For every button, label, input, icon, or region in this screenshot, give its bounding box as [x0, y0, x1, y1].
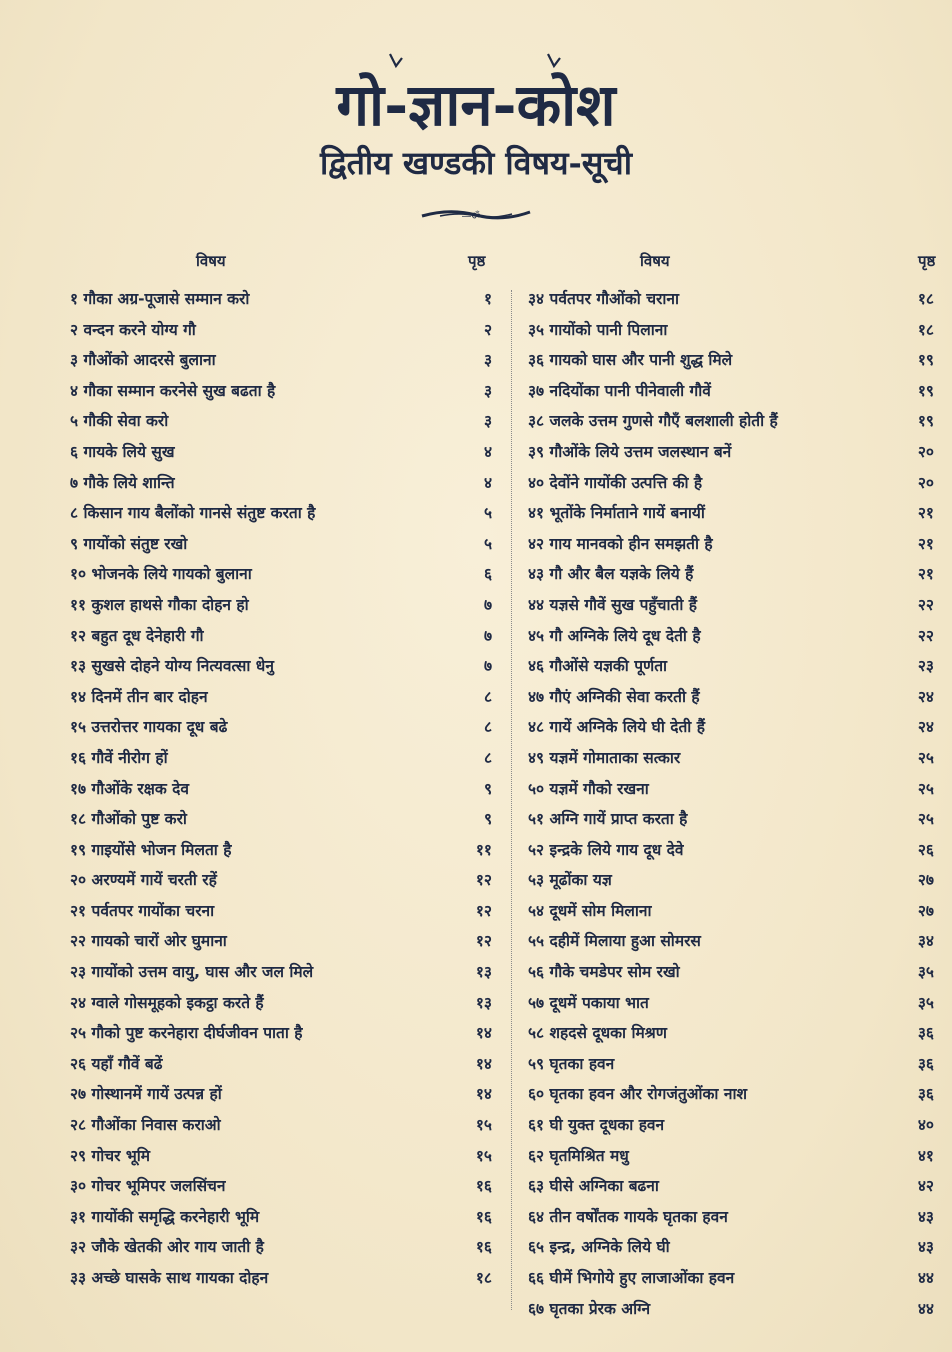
contents-entry [70, 406, 500, 437]
entry-page-number: १८ [917, 290, 934, 308]
entry-label: २९ गोचर भूमि [70, 1146, 151, 1165]
contents-entry [520, 743, 952, 774]
contents-entry [70, 1171, 500, 1202]
page-subtitle: द्वितीय खण्डकी विषय-सूची [319, 144, 633, 182]
entry-page-number: ८ [483, 718, 492, 737]
entry-page-number: ४१ [917, 1146, 934, 1165]
entry-label: ३९ गौओंके लिये उत्तम जलस्थान बनें [528, 442, 732, 461]
entry-page-number: १६ [475, 1177, 492, 1196]
entry-label: १४ दिनमें तीन बार दोहन [70, 687, 208, 706]
entry-page-number: ६ [483, 565, 492, 584]
entry-page-number: ४ [483, 442, 492, 461]
contents-entry [520, 1018, 952, 1049]
entry-label: ५० यज्ञमें गौको रखना [528, 779, 649, 798]
entry-label: ४ गौका सम्मान करनेसे सुख बढता है [70, 381, 276, 400]
entry-page-number: ४३ [917, 1207, 934, 1226]
entry-label: ५५ दहीमें मिलाया हुआ सोमरस [528, 932, 701, 951]
contents-entry [520, 1110, 952, 1141]
right-contents-list [520, 284, 952, 1324]
contents-entry [70, 559, 500, 590]
right-page-header: पृष्ठ [918, 252, 936, 270]
entry-page-number: १९ [917, 351, 934, 370]
contents-entry [520, 590, 952, 621]
contents-entry [520, 315, 952, 346]
entry-page-number: २० [917, 442, 934, 461]
entry-page-number: ७ [483, 657, 492, 676]
contents-entry [520, 896, 952, 927]
entry-page-number: ४४ [917, 1299, 934, 1318]
contents-entry [520, 437, 952, 468]
entry-label: २२ गायको चारों ओर घुमाना [70, 932, 227, 951]
entry-page-number: ७ [483, 595, 492, 614]
entry-label: ५९ घृतका हवन [528, 1054, 615, 1073]
entry-page-number: ३५ [917, 963, 934, 982]
entry-page-number: ५ [483, 534, 492, 553]
contents-entry [70, 896, 500, 927]
contents-entry [70, 774, 500, 805]
contents-entry [70, 498, 500, 529]
contents-entry [520, 1294, 952, 1325]
contents-entry [520, 957, 952, 988]
entry-page-number: १४ [475, 1024, 492, 1043]
contents-entry [70, 865, 500, 896]
contents-entry [520, 529, 952, 560]
contents-entry [70, 1110, 500, 1141]
contents-entry [70, 1232, 500, 1263]
left-contents-list [70, 284, 500, 1294]
contents-entry [520, 498, 952, 529]
entry-label: २७ गोस्थानमें गायें उत्पन्न हों [70, 1085, 222, 1104]
entry-page-number: १६ [475, 1238, 492, 1257]
entry-page-number: ४३ [917, 1238, 934, 1257]
contents-entry [70, 957, 500, 988]
contents-entry [70, 682, 500, 713]
contents-entry [520, 1263, 952, 1294]
entry-page-number: १४ [475, 1085, 492, 1104]
entry-label: ५१ अग्नि गायें प्राप्त करता है [528, 810, 688, 829]
entry-label: ४५ गौ अग्निके लिये दूध देती है [528, 626, 701, 645]
entry-label: ४९ यज्ञमें गोमाताका सत्कार [528, 748, 681, 767]
entry-page-number: ९ [483, 810, 492, 829]
entry-label: ४० देवोंने गायोंकी उत्पत्ति की है [528, 473, 703, 492]
entry-label: ७ गौके लिये शान्ति [70, 473, 175, 492]
contents-entry [70, 712, 500, 743]
contents-entry [70, 529, 500, 560]
entry-page-number: ४० [917, 1116, 934, 1135]
entry-page-number: १२ [475, 871, 492, 890]
contents-entry [520, 1202, 952, 1233]
contents-entry [520, 1232, 952, 1263]
entry-page-number: २३ [917, 657, 934, 676]
entry-page-number: १६ [475, 1207, 492, 1226]
contents-entry [520, 621, 952, 652]
entry-page-number: २० [917, 473, 934, 492]
bleed-through-texture [470, 64, 471, 65]
entry-page-number: १२ [475, 901, 492, 920]
entry-label: १८ गौओंको पुष्ट करो [70, 810, 187, 829]
entry-label: ५ गौकी सेवा करो [70, 412, 169, 431]
entry-page-number: ३ [483, 412, 492, 431]
contents-entry [520, 406, 952, 437]
left-page-header: पृष्ठ [468, 252, 486, 270]
entry-label: ८ किसान गाय बैलोंको गानसे संतुष्ट करता है [70, 504, 316, 523]
entry-label: ३३ अच्छे घासके साथ गायका दोहन [70, 1269, 269, 1287]
entry-label: ३ गौओंको आदरसे बुलाना [70, 351, 216, 370]
entry-label: ४१ भूतोंके निर्माताने गायें बनायीं [528, 504, 705, 523]
contents-entry [520, 926, 952, 957]
contents-entry [520, 1141, 952, 1172]
contents-entry [70, 376, 500, 407]
contents-entry [520, 651, 952, 682]
entry-page-number: २१ [917, 504, 934, 523]
entry-label: ३६ गायको घास और पानी शुद्ध मिले [528, 351, 733, 370]
contents-entry [520, 345, 952, 376]
entry-label: ४६ गौओंसे यज्ञकी पूर्णता [528, 657, 668, 676]
entry-label: २ वन्दन करने योग्य गौ [70, 320, 196, 339]
entry-label: ६२ घृतमिश्रित मधु [528, 1146, 629, 1165]
entry-page-number: २१ [917, 565, 934, 584]
contents-entry [520, 712, 952, 743]
contents-entry [520, 774, 952, 805]
page-title: गो-ज्ञान-कोश [336, 71, 616, 139]
entry-label: २३ गायोंको उत्तम वायु, घास और जल मिले [70, 963, 314, 982]
entry-page-number: १८ [475, 1269, 492, 1287]
entry-label: ६७ घृतका प्रेरक अग्नि [528, 1299, 651, 1318]
entry-page-number: १९ [917, 412, 934, 431]
contents-entry [520, 988, 952, 1019]
entry-label: ५४ दूधमें सोम मिलाना [528, 901, 652, 920]
entry-label: १३ सुखसे दोहने योग्य नित्यवत्सा धेनु [70, 657, 274, 676]
entry-page-number: ८ [483, 687, 492, 706]
entry-label: ११ कुशल हाथसे गौका दोहन हो [70, 595, 249, 614]
entry-page-number: २२ [917, 626, 934, 645]
contents-entry [70, 1202, 500, 1233]
entry-label: ३१ गायोंकी समृद्धि करनेहारी भूमि [70, 1207, 260, 1226]
entry-page-number: ४ [483, 473, 492, 492]
entry-page-number: ३ [483, 351, 492, 370]
entry-label: २० अरण्यमें गायें चरती रहें [70, 871, 217, 890]
entry-page-number: १८ [917, 320, 934, 339]
divider-ornament-icon [420, 204, 532, 224]
contents-entry [70, 590, 500, 621]
entry-label: ३४ पर्वतपर गौओंको चराना [528, 290, 680, 308]
entry-page-number: ४२ [917, 1177, 934, 1196]
entry-label: १६ गौवें नीरोग हों [70, 748, 168, 767]
entry-label: ५६ गौके चमडेपर सोम रखो [528, 963, 680, 982]
entry-page-number: २१ [917, 534, 934, 553]
entry-label: ९ गायोंको संतुष्ट रखो [70, 534, 188, 553]
contents-entry [520, 804, 952, 835]
entry-page-number: १ [483, 290, 492, 308]
entry-label: १० भोजनके लिये गायको बुलाना [70, 565, 252, 584]
contents-entry [70, 651, 500, 682]
contents-entry [70, 835, 500, 866]
entry-page-number: २७ [917, 871, 934, 890]
contents-entry [70, 284, 500, 315]
contents-entry [70, 1141, 500, 1172]
entry-label: २१ पर्वतपर गायोंका चरना [70, 901, 215, 920]
entry-label: १७ गौओंके रक्षक देव [70, 779, 190, 798]
left-subject-header: विषय [196, 252, 226, 270]
entry-page-number: ३६ [917, 1024, 934, 1043]
contents-entry [520, 1049, 952, 1080]
entry-label: ५२ इन्द्रके लिये गाय दूध देवे [528, 840, 684, 859]
entry-label: २८ गौओंका निवास कराओ [70, 1116, 221, 1135]
entry-label: ३२ जौके खेतकी ओर गाय जाती है [70, 1238, 264, 1257]
entry-label: १९ गाइयोंसे भोजन मिलता है [70, 840, 232, 859]
title-ornament-left [388, 52, 404, 70]
entry-page-number: ३५ [917, 993, 934, 1012]
contents-entry [520, 468, 952, 499]
entry-label: ६० घृतका हवन और रोगजंतुओंका नाश [528, 1085, 747, 1104]
contents-entry [70, 743, 500, 774]
contents-entry [520, 559, 952, 590]
entry-page-number: २५ [917, 810, 934, 829]
contents-entry [520, 865, 952, 896]
entry-label: १५ उत्तरोत्तर गायका दूध बढे [70, 718, 228, 737]
entry-label: ३७ नदियोंका पानी पीनेवाली गौवें [528, 381, 711, 400]
entry-page-number: ९ [483, 779, 492, 798]
entry-page-number: १५ [475, 1146, 492, 1165]
entry-page-number: १३ [475, 963, 492, 982]
entry-label: ४२ गाय मानवको हीन समझती है [528, 534, 713, 553]
entry-label: ६४ तीन वर्षोंतक गायके घृतका हवन [528, 1207, 728, 1226]
entry-page-number: ४४ [917, 1269, 934, 1287]
entry-label: ५७ दूधमें पकाया भात [528, 993, 649, 1012]
entry-page-number: २५ [917, 748, 934, 767]
contents-entry [70, 621, 500, 652]
entry-label: २५ गौको पुष्ट करनेहारा दीर्घजीवन पाता है [70, 1024, 303, 1043]
entry-label: १२ बहुत दूध देनेहारी गौ [70, 626, 204, 645]
entry-page-number: ५ [483, 504, 492, 523]
contents-entry [520, 682, 952, 713]
entry-page-number: २४ [917, 687, 934, 706]
entry-page-number: ३६ [917, 1085, 934, 1104]
entry-page-number: २ [483, 320, 492, 339]
contents-entry [70, 468, 500, 499]
entry-label: ४७ गौएं अग्निकी सेवा करती हैं [528, 687, 700, 706]
contents-entry [520, 1171, 952, 1202]
entry-label: ४४ यज्ञसे गौवें सुख पहुँचाती हैं [528, 595, 697, 614]
entry-label: ४३ गौ और बैल यज्ञके लिये हैं [528, 565, 694, 584]
entry-label: ६५ इन्द्र, अग्निके लिये घी [528, 1238, 670, 1257]
entry-page-number: २७ [917, 901, 934, 920]
entry-label: ६ गायके लिये सुख [70, 442, 175, 461]
contents-entry [70, 1018, 500, 1049]
contents-entry [70, 804, 500, 835]
entry-label: २४ ग्वाले गोसमूहको इकट्ठा करते हैं [70, 993, 264, 1012]
entry-label: ६१ घी युक्त दूधका हवन [528, 1116, 665, 1135]
entry-page-number: ११ [475, 840, 492, 859]
entry-label: ३० गोचर भूमिपर जलसिंचन [70, 1177, 226, 1196]
entry-label: ३८ जलके उत्तम गुणसे गौएँ बलशाली होती हैं [528, 412, 778, 431]
contents-entry [520, 835, 952, 866]
contents-entry [70, 437, 500, 468]
entry-page-number: १२ [475, 932, 492, 951]
contents-entry [520, 1079, 952, 1110]
entry-label: २६ यहाँ गौवें बढें [70, 1054, 163, 1073]
entry-page-number: १९ [917, 381, 934, 400]
contents-entry [70, 1079, 500, 1110]
entry-page-number: ३ [483, 381, 492, 400]
entry-label: ३५ गायोंको पानी पिलाना [528, 320, 668, 339]
contents-entry [70, 926, 500, 957]
column-divider [511, 290, 513, 1310]
contents-entry [520, 376, 952, 407]
entry-page-number: २२ [917, 595, 934, 614]
entry-page-number: ७ [483, 626, 492, 645]
entry-label: ६३ घीसे अग्निका बढना [528, 1177, 659, 1196]
entry-label: १ गौका अग्र-पूजासे सम्मान करो [70, 290, 250, 308]
contents-entry [70, 1263, 500, 1294]
entry-page-number: ३६ [917, 1054, 934, 1073]
entry-label: ६६ घीमें भिगोये हुए लाजाओंका हवन [528, 1269, 735, 1287]
right-subject-header: विषय [640, 252, 670, 270]
entry-label: ५३ मूढोंका यज्ञ [528, 871, 612, 890]
entry-page-number: ३४ [917, 932, 934, 951]
ornament-text: —ॐ— [461, 211, 491, 222]
entry-label: ५८ शहदसे दूधका मिश्रण [528, 1024, 667, 1043]
contents-entry [70, 988, 500, 1019]
entry-page-number: २४ [917, 718, 934, 737]
entry-page-number: १५ [475, 1116, 492, 1135]
contents-entry [70, 345, 500, 376]
entry-page-number: १३ [475, 993, 492, 1012]
contents-entry [520, 284, 952, 315]
entry-page-number: २६ [917, 840, 934, 859]
entry-label: ४८ गायें अग्निके लिये घी देती हैं [528, 718, 705, 737]
contents-entry [70, 1049, 500, 1080]
title-ornament-right [546, 52, 562, 70]
entry-page-number: १४ [475, 1054, 492, 1073]
entry-page-number: २५ [917, 779, 934, 798]
contents-entry [70, 315, 500, 346]
entry-page-number: ८ [483, 748, 492, 767]
